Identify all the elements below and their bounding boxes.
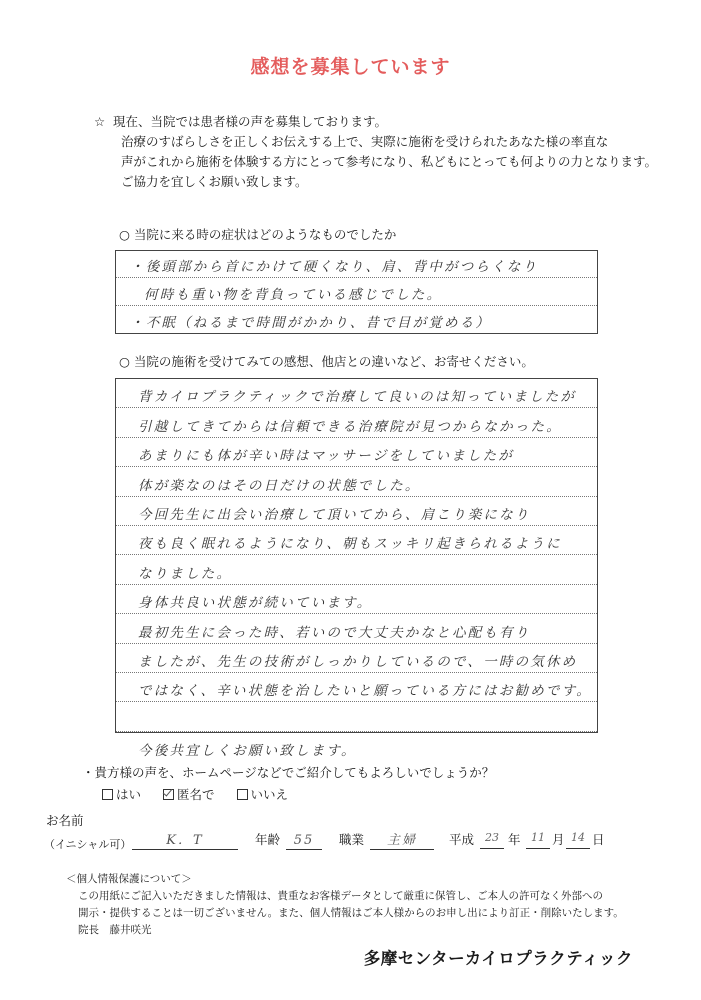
- year-label: 年: [508, 832, 521, 847]
- intro-line: 声がこれから施術を体験する方にとって参考になり、私どもにとっても何よりの力となります。: [121, 154, 658, 169]
- option-yes[interactable]: [102, 785, 141, 803]
- handwritten-text: ではなく、辛い状態を治したいと願っている方にはお勧めです。: [138, 683, 592, 700]
- handwritten-text: 最初先生に会った時、若いので大丈夫かなと心配も有り: [138, 624, 531, 641]
- day-label: 日: [592, 832, 605, 847]
- privacy-notice: [66, 871, 624, 939]
- intro-line: 治療のすばらしさを正しくお伝えする上で、実際に施術を受けられたあなた様の率直な: [121, 134, 609, 149]
- handwritten-text: 何時も重い物を背負っている感じでした。: [144, 286, 443, 303]
- symptoms-answer-box: [115, 250, 598, 334]
- name-field[interactable]: [132, 829, 238, 850]
- checkbox-anonymous[interactable]: [163, 789, 174, 800]
- privacy-line: この用紙にご記入いただきました情報は、貴重なお客様データとして厳重に保管し、ご本人の許可なく外部への: [78, 890, 603, 902]
- publish-options: [102, 785, 288, 803]
- handwritten-text: 夜も良く眠れるようになり、朝もスッキリ起きられるように: [138, 536, 562, 553]
- question-impressions-label: ○ 当院の施術を受けてみての感想、他店との違いなど、お寄せください。: [119, 354, 534, 369]
- answer-line: [116, 438, 597, 467]
- option-anonymous-label: 匿名で: [177, 787, 215, 802]
- initial-label: （イニシャル可）: [44, 838, 132, 851]
- answer-line: [116, 251, 597, 278]
- handwritten-text: 背カイロプラクティックで治療して良いのは知っていましたが: [138, 389, 577, 406]
- answer-line: [116, 379, 597, 408]
- option-no[interactable]: [237, 785, 289, 803]
- answer-line: [116, 673, 597, 702]
- privacy-heading: ＜個人情報保護について＞: [66, 873, 192, 885]
- director-name: 院長 藤井咲光: [78, 924, 152, 936]
- job-label: 職業: [339, 832, 365, 847]
- intro-text: [94, 112, 658, 192]
- name-label: お名前: [46, 813, 84, 828]
- age-value: 55: [293, 833, 315, 848]
- impressions-answer-box: [115, 378, 598, 760]
- handwritten-text: 体が楽なのはその日だけの状態でした。: [138, 477, 421, 494]
- answer-line: [116, 497, 597, 526]
- era-label: 平成: [449, 832, 475, 847]
- name-value: K．T: [166, 833, 204, 848]
- handwritten-text: 引越してきてからは信頼できる治療院が見つからなかった。: [138, 418, 562, 435]
- intro-line: ご協力を宜しくお願い致します。: [121, 174, 308, 189]
- star-icon: ☆: [94, 114, 106, 129]
- answer-line: [116, 555, 597, 584]
- option-no-label: いいえ: [250, 787, 289, 802]
- handwritten-text: ・後頭部から首にかけて硬くなり、肩、背中がつらくなり: [130, 259, 539, 276]
- answer-line: [116, 732, 597, 761]
- checkbox-no[interactable]: [237, 789, 248, 800]
- question-symptoms-label: ○ 当院に来る時の症状はどのようなものでしたか: [119, 227, 397, 242]
- publish-question: ・貴方様の声を、ホームページなどでご紹介してもよろしいでしょうか？: [82, 765, 495, 780]
- handwritten-text: ・不眠（ねるまで時間がかかり、昔で目が覚める）: [130, 314, 492, 331]
- answer-line: [116, 644, 597, 673]
- page-title: 感想を募集しています: [250, 56, 451, 78]
- year-field[interactable]: 23: [480, 831, 504, 849]
- answer-line: [116, 306, 597, 333]
- privacy-line: 開示・提供することは一切ございません。また、個人情報はご本人様からのお申し出により訂正・削除いたします。: [78, 907, 624, 919]
- month-field[interactable]: 11: [526, 831, 550, 849]
- handwritten-text: ましたが、先生の技術がしっかりしているので、一時の気休め: [138, 653, 578, 670]
- checkbox-yes[interactable]: [102, 789, 113, 800]
- handwritten-text: あまりにも体が辛い時はマッサージをしていましたが: [138, 448, 514, 465]
- answer-line: [116, 614, 597, 643]
- job-value: 主婦: [386, 833, 417, 848]
- answer-line: [116, 408, 597, 437]
- answer-line: [116, 585, 597, 614]
- option-yes-label: はい: [116, 787, 142, 802]
- clinic-name: 多摩センターカイロプラクティック: [363, 949, 633, 968]
- intro-lead: 現在、当院では患者様の声を募集しております。: [113, 114, 388, 129]
- option-anonymous[interactable]: [163, 785, 215, 803]
- answer-line: [116, 526, 597, 555]
- answer-line: [116, 702, 597, 731]
- handwritten-text: 今回先生に出会い治療して頂いてから、肩こり楽になり: [138, 506, 531, 523]
- handwritten-text: 今後共宜しくお願い致します。: [138, 743, 357, 760]
- answer-line: [116, 467, 597, 496]
- age-label: 年齢: [255, 832, 281, 847]
- month-label: 月: [552, 832, 565, 847]
- handwritten-text: なりました。: [138, 565, 233, 582]
- day-field[interactable]: 14: [566, 831, 590, 849]
- job-field[interactable]: [370, 829, 434, 850]
- handwritten-text: 身体共良い状態が続いています。: [138, 595, 373, 612]
- answer-line: [116, 278, 597, 305]
- age-field[interactable]: [286, 829, 322, 850]
